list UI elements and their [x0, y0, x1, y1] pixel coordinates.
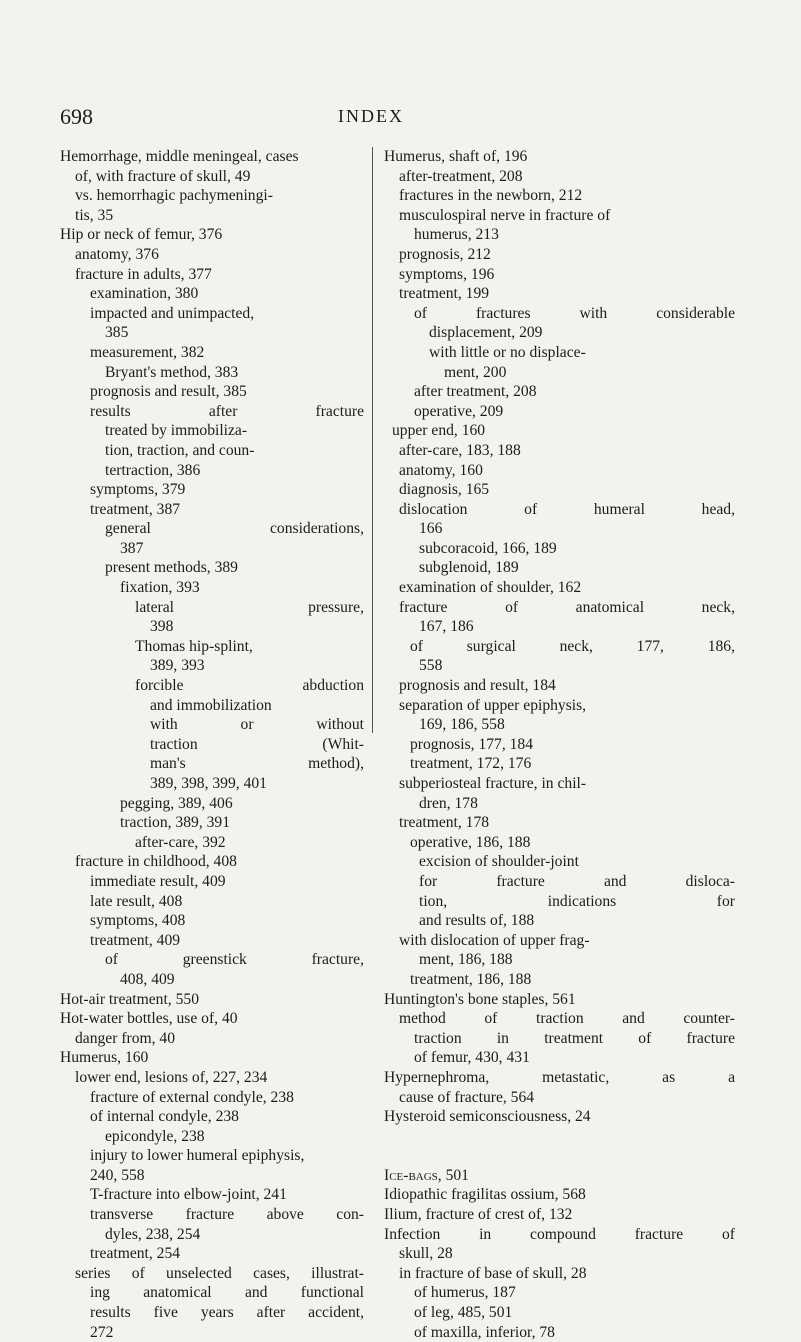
index-entry: Hot-water bottles, use of, 40	[60, 1010, 238, 1028]
index-entry: for fracture and disloca-	[419, 872, 735, 890]
index-entry: immediate result, 409	[90, 872, 226, 890]
index-entry: tion, traction, and coun-	[105, 441, 255, 459]
index-entry: impacted and unimpacted,	[90, 304, 255, 322]
index-entry: 558	[419, 657, 443, 675]
index-entry: 385	[105, 324, 129, 342]
index-entry: 240, 558	[90, 1166, 145, 1184]
index-entry: Hypernephroma, metastatic, as a	[384, 1068, 735, 1086]
index-entry: treated by immobiliza-	[105, 422, 248, 440]
index-entry: fracture in adults, 377	[75, 265, 212, 283]
index-entry: Bryant's method, 383	[105, 363, 239, 381]
index-entry: displacement, 209	[429, 324, 543, 342]
index-entry: 398	[150, 618, 174, 636]
index-entry: musculospiral nerve in fracture of	[399, 206, 611, 224]
index-entry: Humerus, 160	[60, 1049, 149, 1067]
index-entry: pegging, 389, 406	[120, 794, 233, 812]
index-entry: of humerus, 187	[414, 1284, 516, 1302]
index-entry: symptoms, 196	[399, 265, 495, 283]
index-entry: injury to lower humeral epiphysis,	[90, 1147, 305, 1165]
index-entry: prognosis and result, 184	[399, 677, 556, 695]
index-entry: anatomy, 376	[75, 245, 159, 263]
index-entry: epicondyle, 238	[105, 1127, 205, 1145]
index-entry: with or without	[150, 716, 364, 734]
index-entry: treatment, 178	[399, 814, 490, 832]
index-entry: treatment, 409	[90, 931, 181, 949]
page-number: 698	[60, 104, 93, 129]
index-entry: 166	[419, 520, 443, 538]
index-entry: Idiopathic fragilitas ossium, 568	[384, 1186, 586, 1204]
index-entry: operative, 209	[414, 402, 504, 420]
index-entry: of leg, 485, 501	[414, 1304, 513, 1322]
index-entry: of femur, 430, 431	[414, 1049, 530, 1067]
index-entry: Humerus, shaft of, 196	[384, 148, 528, 165]
index-entry: traction (Whit-	[150, 735, 364, 753]
index-entry: Ice-bags, 501	[384, 1166, 469, 1184]
index-entry: traction in treatment of fracture	[414, 1029, 735, 1047]
running-head: INDEX	[338, 106, 404, 126]
index-entry: operative, 186, 188	[410, 833, 531, 851]
page-header	[60, 104, 741, 134]
index-entry: tis, 35	[75, 206, 114, 224]
index-entry	[384, 1127, 736, 1147]
index-entry: general considerations,	[105, 520, 364, 538]
index-entry: separation of upper epiphysis,	[399, 696, 587, 714]
index-entry: Hip or neck of femur, 376	[60, 226, 223, 244]
index-entry: Hemorrhage, middle meningeal, cases	[60, 148, 299, 165]
index-entry: treatment, 199	[399, 285, 490, 303]
index-entry: after treatment, 208	[414, 383, 537, 401]
index-entry: with dislocation of upper frag-	[399, 931, 590, 949]
index-entry: of maxilla, inferior, 78	[414, 1323, 555, 1341]
index-entry: 408, 409	[120, 970, 175, 988]
index-entry: in fracture of base of skull, 28	[399, 1264, 587, 1282]
index-entry	[384, 1146, 736, 1166]
index-entry: fracture of anatomical neck,	[399, 598, 735, 616]
index-column-right	[384, 147, 736, 1342]
index-entry: T-fracture into elbow-joint, 241	[90, 1186, 287, 1204]
index-entry: fracture in childhood, 408	[75, 853, 237, 871]
index-entry: treatment, 172, 176	[410, 755, 532, 773]
index-entry: Hot-air treatment, 550	[60, 990, 199, 1008]
index-entry: prognosis, 212	[399, 245, 491, 263]
index-entry: lateral pressure,	[135, 598, 364, 616]
index-entry: dren, 178	[419, 794, 478, 812]
index-entry: danger from, 40	[75, 1029, 176, 1047]
index-entry: fixation, 393	[120, 579, 200, 597]
index-entry: tertraction, 386	[105, 461, 201, 479]
index-entry: humerus, 213	[414, 226, 499, 244]
index-entry: Infection in compound fracture of	[384, 1225, 735, 1243]
index-entry: symptoms, 408	[90, 912, 186, 930]
index-entry: upper end, 160	[392, 422, 486, 440]
index-entry: of surgical neck, 177, 186,	[410, 637, 735, 655]
index-entry: skull, 28	[399, 1245, 453, 1263]
index-entry: examination, 380	[90, 285, 199, 303]
index-entry: Hysteroid semiconsciousness, 24	[384, 1108, 591, 1126]
index-entry: of, with fracture of skull, 49	[75, 167, 251, 185]
index-entry: dyles, 238, 254	[105, 1225, 201, 1243]
index-entry: forcible abduction	[135, 677, 364, 695]
index-entry: 387	[120, 539, 144, 557]
index-entry: results five years after accident,	[90, 1304, 364, 1322]
index-entry: fractures in the newborn, 212	[399, 187, 583, 205]
index-entry: examination of shoulder, 162	[399, 579, 582, 597]
index-entry: anatomy, 160	[399, 461, 483, 479]
index-column-left	[60, 147, 365, 1342]
index-entry: after-care, 392	[135, 833, 226, 851]
index-entry: Huntington's bone staples, 561	[384, 990, 576, 1008]
index-entry: of fractures with considerable	[414, 304, 735, 322]
index-entry: method of traction and counter-	[399, 1010, 735, 1028]
index-entry: 389, 398, 399, 401	[150, 775, 267, 792]
index-entry: after-treatment, 208	[399, 167, 523, 185]
index-entry: fracture of external condyle, 238	[90, 1088, 294, 1106]
index-entry: tion, indications for	[419, 892, 735, 910]
index-entry: vs. hemorrhagic pachymeningi-	[75, 187, 273, 205]
index-entry: subcoracoid, 166, 189	[419, 539, 557, 557]
index-entry: ment, 200	[444, 363, 507, 381]
index-entry: with little or no displace-	[429, 343, 586, 361]
index-entry: Thomas hip-splint,	[135, 637, 253, 655]
index-entry: late result, 408	[90, 892, 183, 910]
index-entry: and results of, 188	[419, 912, 535, 930]
index-entry: dislocation of humeral head,	[399, 500, 735, 518]
index-entry: subglenoid, 189	[419, 559, 519, 577]
index-entry: measurement, 382	[90, 343, 205, 361]
index-entry: after-care, 183, 188	[399, 441, 521, 459]
index-entry: diagnosis, 165	[399, 481, 490, 499]
index-entry: series of unselected cases, illustrat-	[75, 1264, 364, 1282]
index-entry: excision of shoulder-joint	[419, 853, 579, 871]
index-entry: ment, 186, 188	[419, 951, 513, 969]
index-entry: man's method),	[150, 755, 364, 773]
index-entry: treatment, 387	[90, 500, 181, 518]
index-entry: 167, 186	[419, 618, 474, 636]
index-entry: treatment, 254	[90, 1245, 181, 1263]
index-entry: present methods, 389	[105, 559, 238, 577]
index-entry: of internal condyle, 238	[90, 1108, 239, 1126]
index-entry: and immobilization	[150, 696, 272, 714]
index-entry: transverse fracture above con-	[90, 1206, 364, 1224]
index-entry: treatment, 186, 188	[410, 970, 532, 988]
index-entry: 272	[90, 1323, 114, 1341]
index-entry: results after fracture	[90, 402, 364, 420]
index-entry: prognosis and result, 385	[90, 383, 247, 401]
index-entry: subperiosteal fracture, in chil-	[399, 775, 587, 792]
index-entry: Ilium, fracture of crest of, 132	[384, 1206, 573, 1224]
index-entry: 169, 186, 558	[419, 716, 505, 734]
index-entry: lower end, lesions of, 227, 234	[75, 1068, 268, 1086]
index-entry: of greenstick fracture,	[105, 951, 364, 969]
column-divider	[372, 147, 373, 733]
index-entry: symptoms, 379	[90, 481, 186, 499]
index-entry: traction, 389, 391	[120, 814, 231, 832]
index-entry: ing anatomical and functional	[90, 1284, 364, 1302]
index-entry: 389, 393	[150, 657, 205, 675]
index-entry: cause of fracture, 564	[399, 1088, 535, 1106]
index-entry: prognosis, 177, 184	[410, 735, 534, 753]
